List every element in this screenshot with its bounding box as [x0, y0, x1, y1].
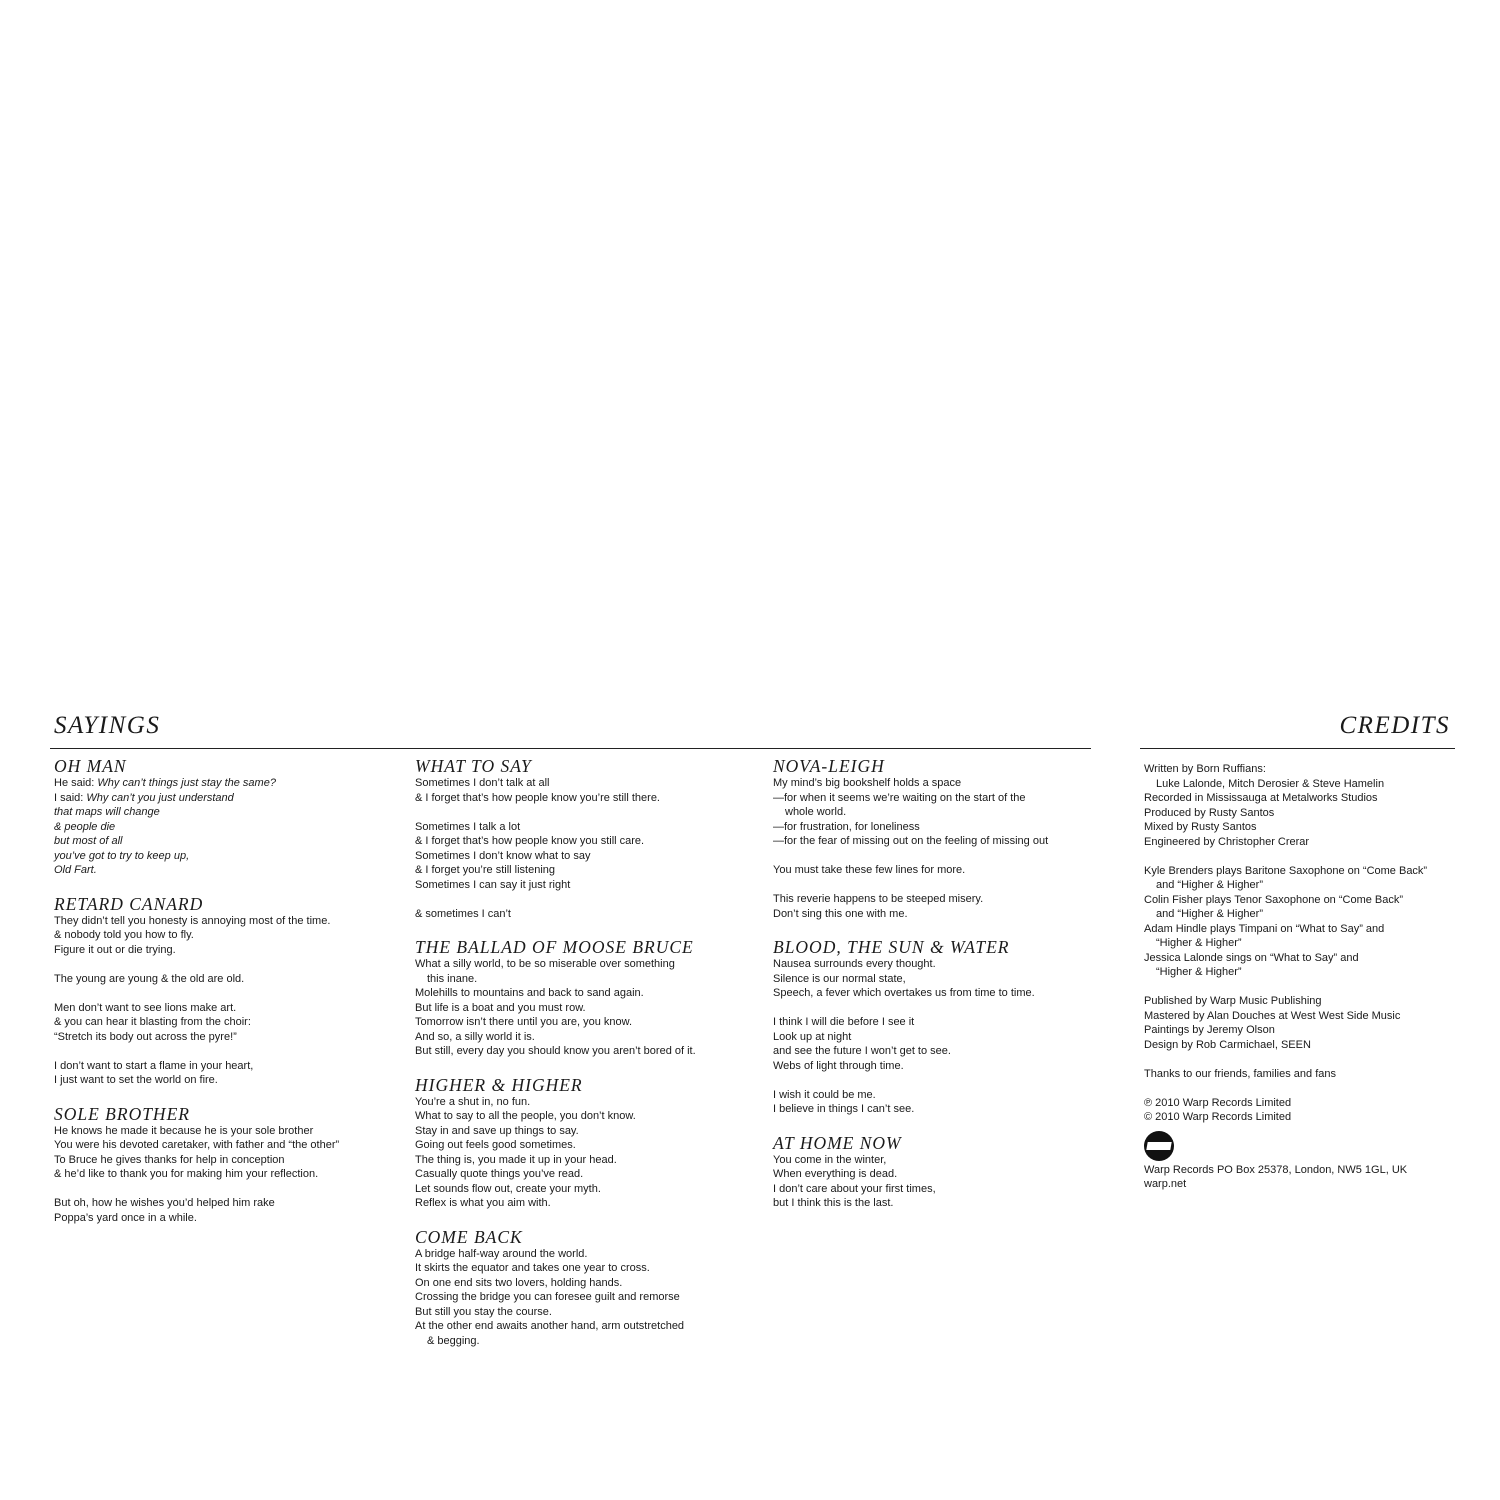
credit-line: © 2010 Warp Records Limited — [1144, 1111, 1292, 1123]
blank-line — [54, 957, 394, 972]
song-lyrics — [54, 895, 394, 1088]
website-line: warp.net — [1144, 1178, 1187, 1190]
credit-line: Luke Lalonde, Mitch Derosier & Steve Hamelin — [1156, 777, 1385, 790]
lyric-line — [54, 834, 394, 849]
blank-line — [1144, 1052, 1459, 1067]
lyric-line: Sometimes I talk a lot — [415, 820, 521, 833]
credit-line: Adam Hindle plays Timpani on “What to Say” and — [1144, 922, 1385, 935]
lyric-line — [54, 849, 394, 864]
song-lyrics — [415, 1228, 760, 1349]
lyric-segment: I said: — [54, 791, 87, 804]
lyric-line: & he’d like to thank you for making him your reflection. — [54, 1168, 319, 1180]
song-lyrics — [415, 757, 760, 921]
song-lyrics — [773, 757, 1103, 921]
sayings-title: SAYINGS — [54, 712, 161, 739]
lyric-line: & nobody told you how to fly. — [54, 929, 194, 941]
blank-line — [1144, 980, 1459, 995]
song-lyrics — [415, 938, 760, 1059]
lyric-line: Molehills to mountains and back to sand again. — [415, 987, 644, 999]
lyric-line: Poppa’s yard once in a while. — [54, 1211, 197, 1224]
lyric-line: Crossing the bridge you can foresee guilt and remorse — [415, 1291, 680, 1303]
lyric-line: Casually quote things you’ve read. — [415, 1168, 584, 1180]
lyric-line: You were his devoted caretaker, with father and “the other” — [54, 1139, 340, 1151]
song-title: HIGHER & HIGHER — [415, 1074, 583, 1095]
credit-line: Design by Rob Carmichael, SEEN — [1144, 1038, 1311, 1051]
lyric-line: but I think this is the last. — [773, 1197, 894, 1209]
lyric-line: You come in the winter, — [773, 1153, 887, 1166]
blank-line — [54, 986, 394, 1001]
lyric-line: “Stretch its body out across the pyre!” — [54, 1030, 237, 1043]
lyric-line: Webs of light through time. — [773, 1059, 904, 1072]
lyric-line: My mind’s big bookshelf holds a space — [773, 777, 962, 789]
song-lyrics — [415, 1076, 760, 1211]
lyric-segment: but most of all — [54, 835, 123, 847]
lyric-line: Stay in and save up things to say. — [415, 1124, 579, 1137]
lyric-line: Going out feels good sometimes. — [415, 1139, 576, 1151]
lyric-line — [54, 863, 394, 878]
credit-line: “Higher & Higher” — [1156, 937, 1242, 949]
lyric-line: But life is a boat and you must row. — [415, 1001, 586, 1014]
lyric-line: —for when it seems we’re waiting on the start of the — [773, 791, 1026, 804]
song-title: NOVA-LEIGH — [773, 756, 885, 776]
blank-line — [1144, 849, 1459, 864]
lyric-line: whole world. — [785, 806, 847, 818]
lyric-segment: & people die — [54, 820, 116, 833]
song-title: RETARD CANARD — [54, 893, 204, 914]
credit-line: and “Higher & Higher” — [1156, 879, 1263, 891]
lyric-line: But still, every day you should know you aren’t bored of it. — [415, 1045, 696, 1057]
lyric-line: This reverie happens to be steeped misery. — [773, 893, 984, 905]
lyric-segment: He said: — [54, 777, 98, 789]
song-title: COME BACK — [415, 1226, 523, 1247]
lyric-line: He knows he made it because he is your sole brother — [54, 1124, 314, 1137]
lyric-line: I believe in things I can’t see. — [773, 1103, 915, 1115]
lyric-segment: Old Fart. — [54, 864, 97, 876]
blank-line — [773, 1073, 1103, 1088]
credit-line: ℗ 2010 Warp Records Limited — [1144, 1096, 1292, 1109]
lyric-line: It skirts the equator and takes one year to cross. — [415, 1262, 650, 1274]
lyric-line: What to say to all the people, you don’t know. — [415, 1110, 636, 1122]
credit-line: Engineered by Christopher Crerar — [1144, 835, 1310, 848]
credit-line: Mixed by Rusty Santos — [1144, 821, 1257, 833]
lyric-line: Sometimes I don’t talk at all — [415, 777, 550, 789]
lyric-line: I think I will die before I see it — [773, 1016, 915, 1028]
lyric-line: The young are young & the old are old. — [54, 972, 245, 985]
song-lyrics — [54, 757, 394, 878]
credit-line: Written by Born Ruffians: — [1144, 763, 1266, 775]
credit-line: Colin Fisher plays Tenor Saxophone on “Come Back” — [1144, 893, 1404, 906]
credit-line: “Higher & Higher” — [1156, 966, 1242, 978]
lyric-line: Nausea surrounds every thought. — [773, 958, 936, 970]
lyric-line: But oh, how he wishes you’d helped him rake — [54, 1197, 275, 1209]
lyric-line: —for frustration, for loneliness — [773, 820, 920, 833]
lyric-line: Silence is our normal state, — [773, 972, 906, 985]
lyric-line: and see the future I won’t get to see. — [773, 1045, 951, 1057]
lyric-segment: Why can’t you just understand — [86, 791, 234, 804]
credit-line: Paintings by Jeremy Olson — [1144, 1024, 1275, 1036]
credits-divider — [1140, 748, 1455, 749]
lyrics-column-2 — [415, 757, 760, 1365]
lyrics-column-1 — [54, 757, 394, 1242]
lyric-line: They didn’t tell you honesty is annoying most of the time. — [54, 914, 331, 927]
lyric-line: I wish it could be me. — [773, 1088, 876, 1101]
blank-line — [415, 892, 760, 907]
lyric-segment: you’ve got to try to keep up, — [54, 849, 190, 862]
credit-line: Jessica Lalonde sings on “What to Say” and — [1144, 951, 1359, 964]
lyric-segment: Why can’t things just stay the same? — [97, 777, 276, 789]
credits-title: CREDITS — [1339, 712, 1450, 739]
lyric-line: A bridge half-way around the world. — [415, 1247, 588, 1260]
credit-line: Mastered by Alan Douches at West West Side Music — [1144, 1009, 1401, 1022]
credit-line: and “Higher & Higher” — [1156, 908, 1263, 920]
lyric-line: & begging. — [427, 1334, 480, 1347]
lyric-line: To Bruce he gives thanks for help in conception — [54, 1153, 285, 1166]
song-lyrics — [773, 1134, 1103, 1211]
lyric-line: I don’t want to start a flame in your heart, — [54, 1059, 254, 1072]
lyric-line: Let sounds flow out, create your myth. — [415, 1182, 601, 1195]
song-title: OH MAN — [54, 756, 127, 776]
credit-line: Kyle Brenders plays Baritone Saxophone on “Come Back” — [1144, 864, 1428, 877]
credits-column — [1144, 762, 1459, 1192]
blank-line — [54, 1182, 394, 1197]
lyric-line: Men don’t want to see lions make art. — [54, 1001, 237, 1014]
lyric-line: Sometimes I don’t know what to say — [415, 849, 591, 862]
credit-line: Published by Warp Music Publishing — [1144, 995, 1322, 1007]
lyrics-column-3 — [773, 757, 1103, 1228]
blank-line — [54, 1044, 394, 1059]
lyric-line: Figure it out or die trying. — [54, 943, 176, 956]
lyric-line: I just want to set the world on fire. — [54, 1074, 218, 1086]
lyric-line: Reflex is what you aim with. — [415, 1197, 551, 1209]
lyric-line: The thing is, you made it up in your head. — [415, 1153, 617, 1166]
song-lyrics — [54, 1105, 394, 1226]
lyric-line: & you can hear it blasting from the choir: — [54, 1016, 251, 1028]
warp-records-logo-icon — [1144, 1131, 1174, 1161]
lyric-line: I don’t care about your first times, — [773, 1182, 936, 1195]
lyric-line: At the other end awaits another hand, arm outstretched — [415, 1320, 685, 1332]
lyric-line: But still you stay the course. — [415, 1305, 552, 1318]
lyric-line: Don’t sing this one with me. — [773, 907, 908, 920]
blank-line — [773, 878, 1103, 893]
lyric-line — [54, 820, 394, 835]
lyric-line — [54, 805, 394, 820]
lyric-line: & I forget you’re still listening — [415, 864, 556, 876]
lyric-line: & I forget that’s how people know you still care. — [415, 835, 645, 847]
credit-line: Thanks to our friends, families and fans — [1144, 1067, 1336, 1080]
address-line: Warp Records PO Box 25378, London, NW5 1GL, UK — [1144, 1163, 1408, 1176]
lyric-line: What a silly world, to be so miserable over something — [415, 958, 675, 970]
blank-line — [1144, 1081, 1459, 1096]
song-title: THE BALLAD OF MOOSE BRUCE — [415, 937, 694, 957]
lyric-line: & I forget that’s how people know you’re still there. — [415, 791, 660, 804]
song-title: BLOOD, THE SUN & WATER — [773, 937, 1010, 957]
lyric-line: —for the fear of missing out on the feeling of missing out — [773, 835, 1049, 847]
lyric-line: this inane. — [427, 972, 478, 985]
credits-list — [1144, 762, 1459, 1125]
blank-line — [773, 1001, 1103, 1016]
sayings-divider — [50, 748, 1091, 749]
lyric-segment: that maps will change — [54, 806, 160, 818]
lyric-line: You’re a shut in, no fun. — [415, 1095, 531, 1108]
lyric-line: Tomorrow isn’t there until you are, you know. — [415, 1016, 633, 1028]
lyric-line — [54, 776, 394, 791]
lyric-line: And so, a silly world it is. — [415, 1030, 535, 1043]
song-title: SOLE BROTHER — [54, 1103, 190, 1124]
song-title: AT HOME NOW — [773, 1132, 902, 1153]
lyric-line: Speech, a fever which overtakes us from time to time. — [773, 987, 1035, 999]
song-title: WHAT TO SAY — [415, 756, 532, 776]
lyric-line: You must take these few lines for more. — [773, 864, 966, 876]
lyric-line — [54, 791, 394, 806]
lyric-line: Look up at night — [773, 1030, 852, 1043]
lyric-line: When everything is dead. — [773, 1168, 898, 1180]
credit-line: Recorded in Mississauga at Metalworks Studios — [1144, 792, 1378, 804]
song-lyrics — [773, 938, 1103, 1117]
credit-line: Produced by Rusty Santos — [1144, 806, 1275, 819]
lyric-line: & sometimes I can’t — [415, 907, 511, 920]
blank-line — [773, 849, 1103, 864]
blank-line — [415, 805, 760, 820]
lyric-line: Sometimes I can say it just right — [415, 878, 571, 891]
lyric-line: On one end sits two lovers, holding hands. — [415, 1276, 623, 1289]
